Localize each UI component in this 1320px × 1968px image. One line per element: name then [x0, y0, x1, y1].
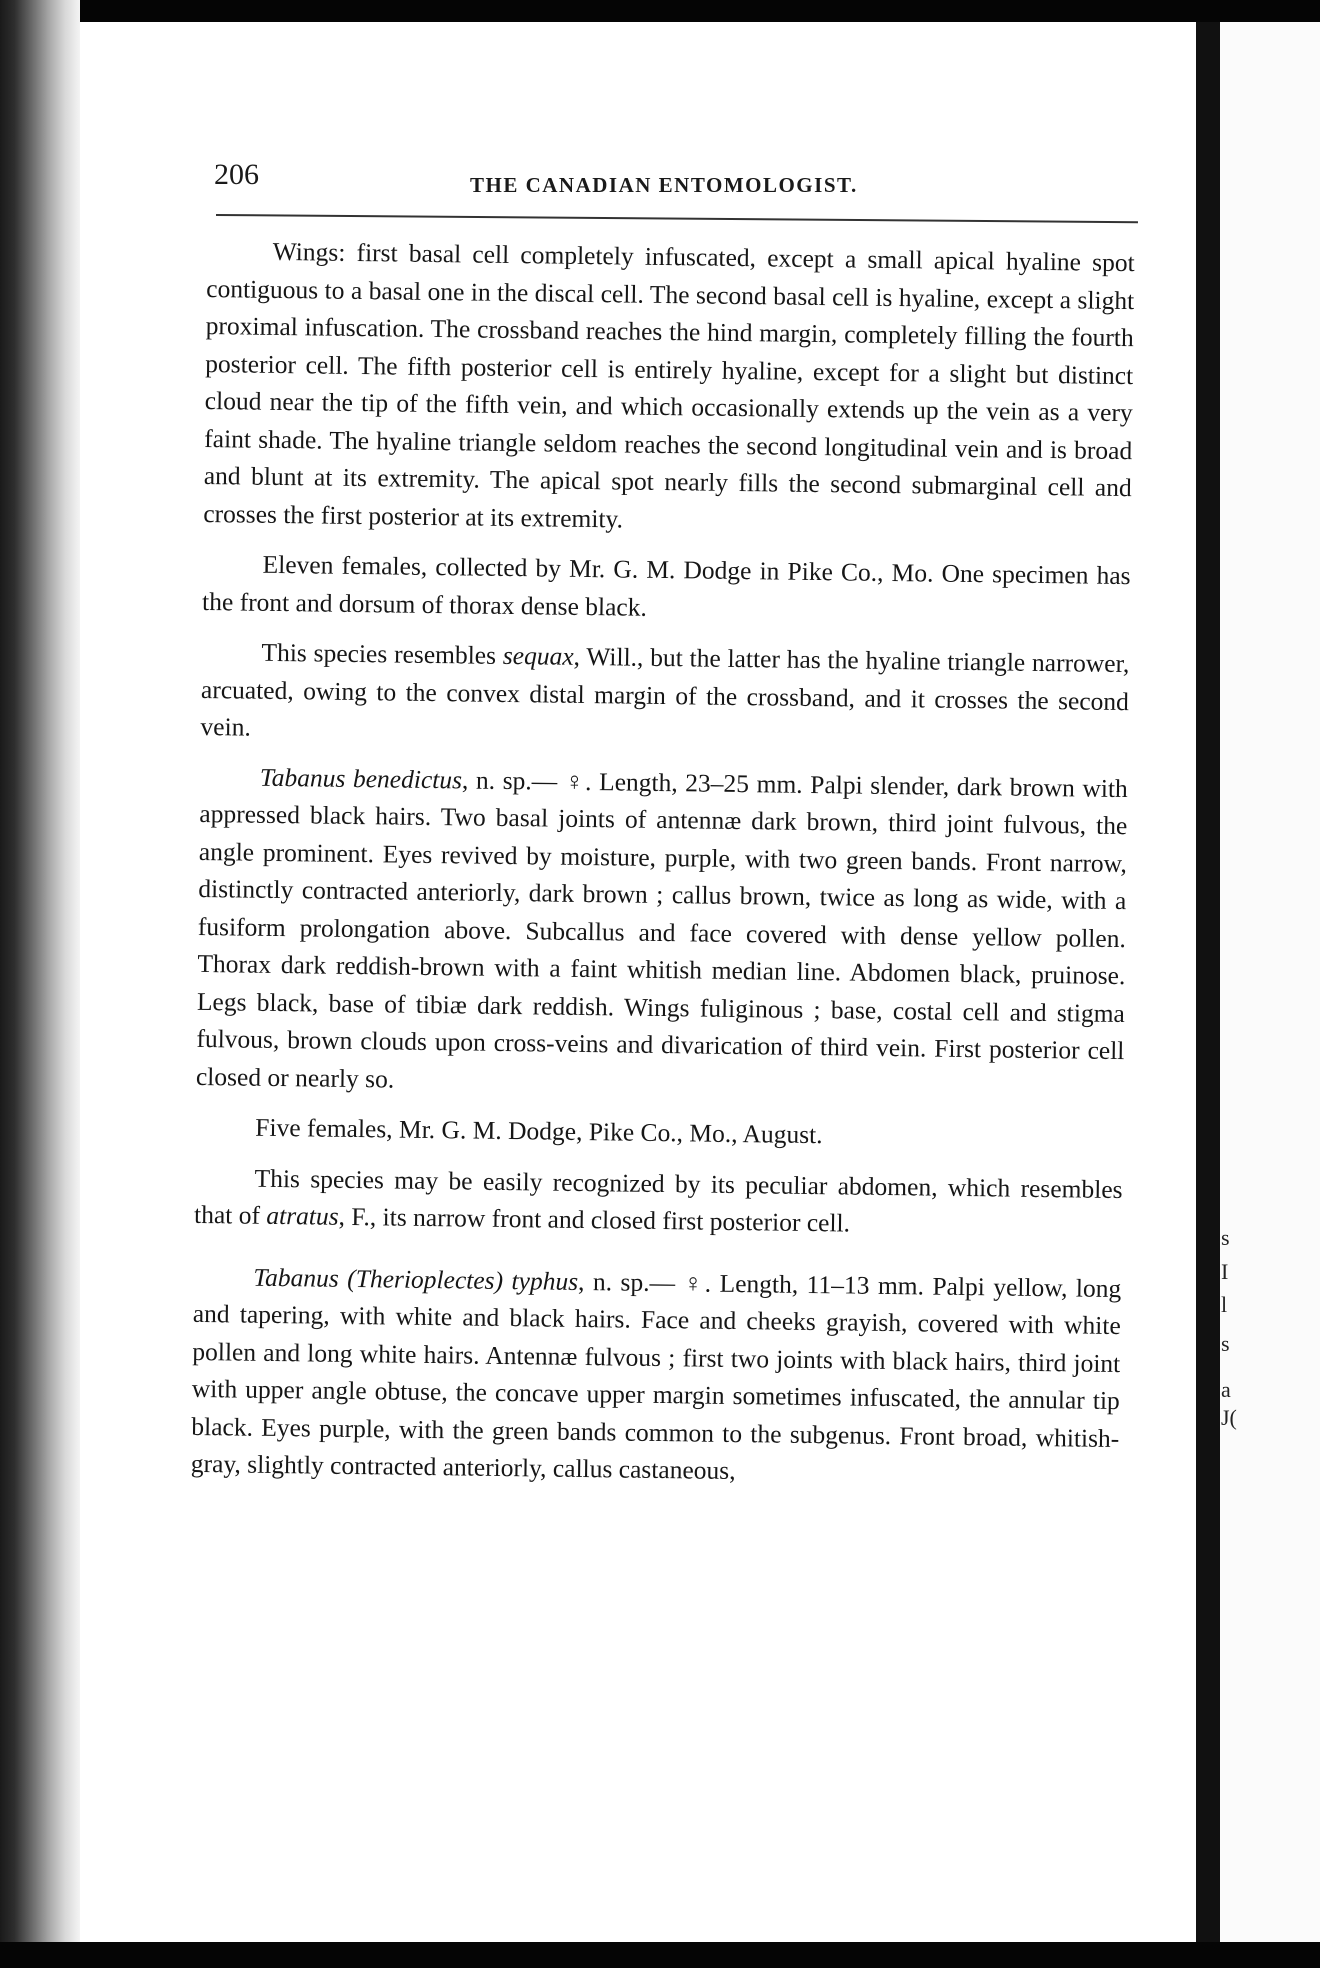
adjacent-page-char: s	[1221, 1225, 1230, 1250]
text-run: This species resembles	[261, 637, 504, 670]
body-text	[191, 232, 1135, 1495]
scan-top-border	[0, 0, 1320, 22]
paragraph-specimens: Five females, Mr. G. M. Dodge, Pike Co., Mo., August.	[255, 1112, 823, 1150]
text-run: , F., its narrow front and closed first posterior cell.	[338, 1201, 851, 1238]
scan-bottom-border	[0, 1942, 1320, 1968]
page-right-edge-shadow	[1196, 22, 1220, 1942]
adjacent-page-char: s	[1221, 1331, 1230, 1356]
species-name: Tabanus (Therioplectes) typhus	[253, 1262, 579, 1296]
paragraph-tabanus-typhus	[191, 1257, 1122, 1494]
paragraph-specimens: Eleven females, collected by Mr. G. M. Dodge in Pike Co., Mo. One specimen has the front and dorsum of thorax dense black.	[201, 549, 1131, 622]
species-name: Tabanus benedictus	[259, 762, 463, 794]
adjacent-page-char: I	[1221, 1259, 1229, 1284]
paragraph-wings-description: Wings: first basal cell completely infuscated, except a small apical hyaline spot contiguous to a basal one in the discal cell. The second basal cell is hyaline, except a slight proximal infuscation. The crossband reaches the hind margin, completely filling the fourth posterior cell. The fifth posterior cell is entirely hyaline, except for a slight but distinct cloud near the tip of the fifth vein, and which occasionally extends up the vein as a very faint shade. The hyaline triangle seldom reaches the second longitudinal vein and is broad and blunt at its extremity. The apical spot nearly fills the second submarginal cell and crosses the first posterior at its extremity.	[203, 236, 1135, 533]
running-header: THE CANADIAN ENTOMOLOGIST.	[470, 173, 858, 197]
paragraph-comparison-sequax	[200, 633, 1129, 758]
species-name: sequax	[502, 640, 574, 671]
species-name: atratus	[266, 1200, 339, 1231]
text-run: , Will., but the latter has the hyaline triangle narrower, arcuated, owing to the convex distal margin of the crossband, and it crosses the second vein.	[200, 641, 1130, 742]
text-run: , n. sp.— ♀. Length, 23–25 mm. Palpi slender, dark brown with appressed black hairs. Two basal joints of antennæ dark brown, third joint fulvous, the angle prominent. Eyes revived by moisture, purple, with two green bands. Front narrow, distinctly contracted anteriorly, dark brown ; callus brown, twice as long as wide, with a fusiform prolongation above. Subcallus and face covered with dense yellow pollen. Thorax dark reddish-brown with a faint whitish median line. Abdomen black, pruinose. Legs black, base of tibiæ dark reddish. Wings fuliginous ; base, costal cell and stigma fulvous, brown clouds upon cross-veins and divarication of third vein. First posterior cell closed or nearly so.	[195, 764, 1128, 1094]
adjacent-page-fragment	[1220, 22, 1320, 1962]
paragraph-tabanus-benedictus	[196, 757, 1128, 1107]
adjacent-page-char: a	[1221, 1377, 1231, 1402]
paragraph-recognition	[194, 1158, 1123, 1245]
adjacent-page-char: J(	[1221, 1405, 1237, 1430]
text-run: This species may be easily recognized by its peculiar abdomen, which resembles that of	[193, 1163, 1123, 1230]
book-spine-gutter	[0, 0, 80, 1968]
adjacent-page-char: l	[1221, 1292, 1228, 1317]
text-run: , n. sp.— ♀. Length, 11–13 mm. Palpi yellow, long and tapering, with white and black hairs. Face and cheeks grayish, covered with white pollen and long white hairs. Antennæ fulvous ; first two joints with black hairs, third joint with upper angle obtuse, the concave upper margin sometimes infuscated, the annular tip black. Eyes purple, with the green bands common to the subgenus. Front broad, whitish-gray, slightly contracted anteriorly, callus castaneous,	[190, 1266, 1122, 1486]
page-number: 206	[214, 158, 259, 191]
